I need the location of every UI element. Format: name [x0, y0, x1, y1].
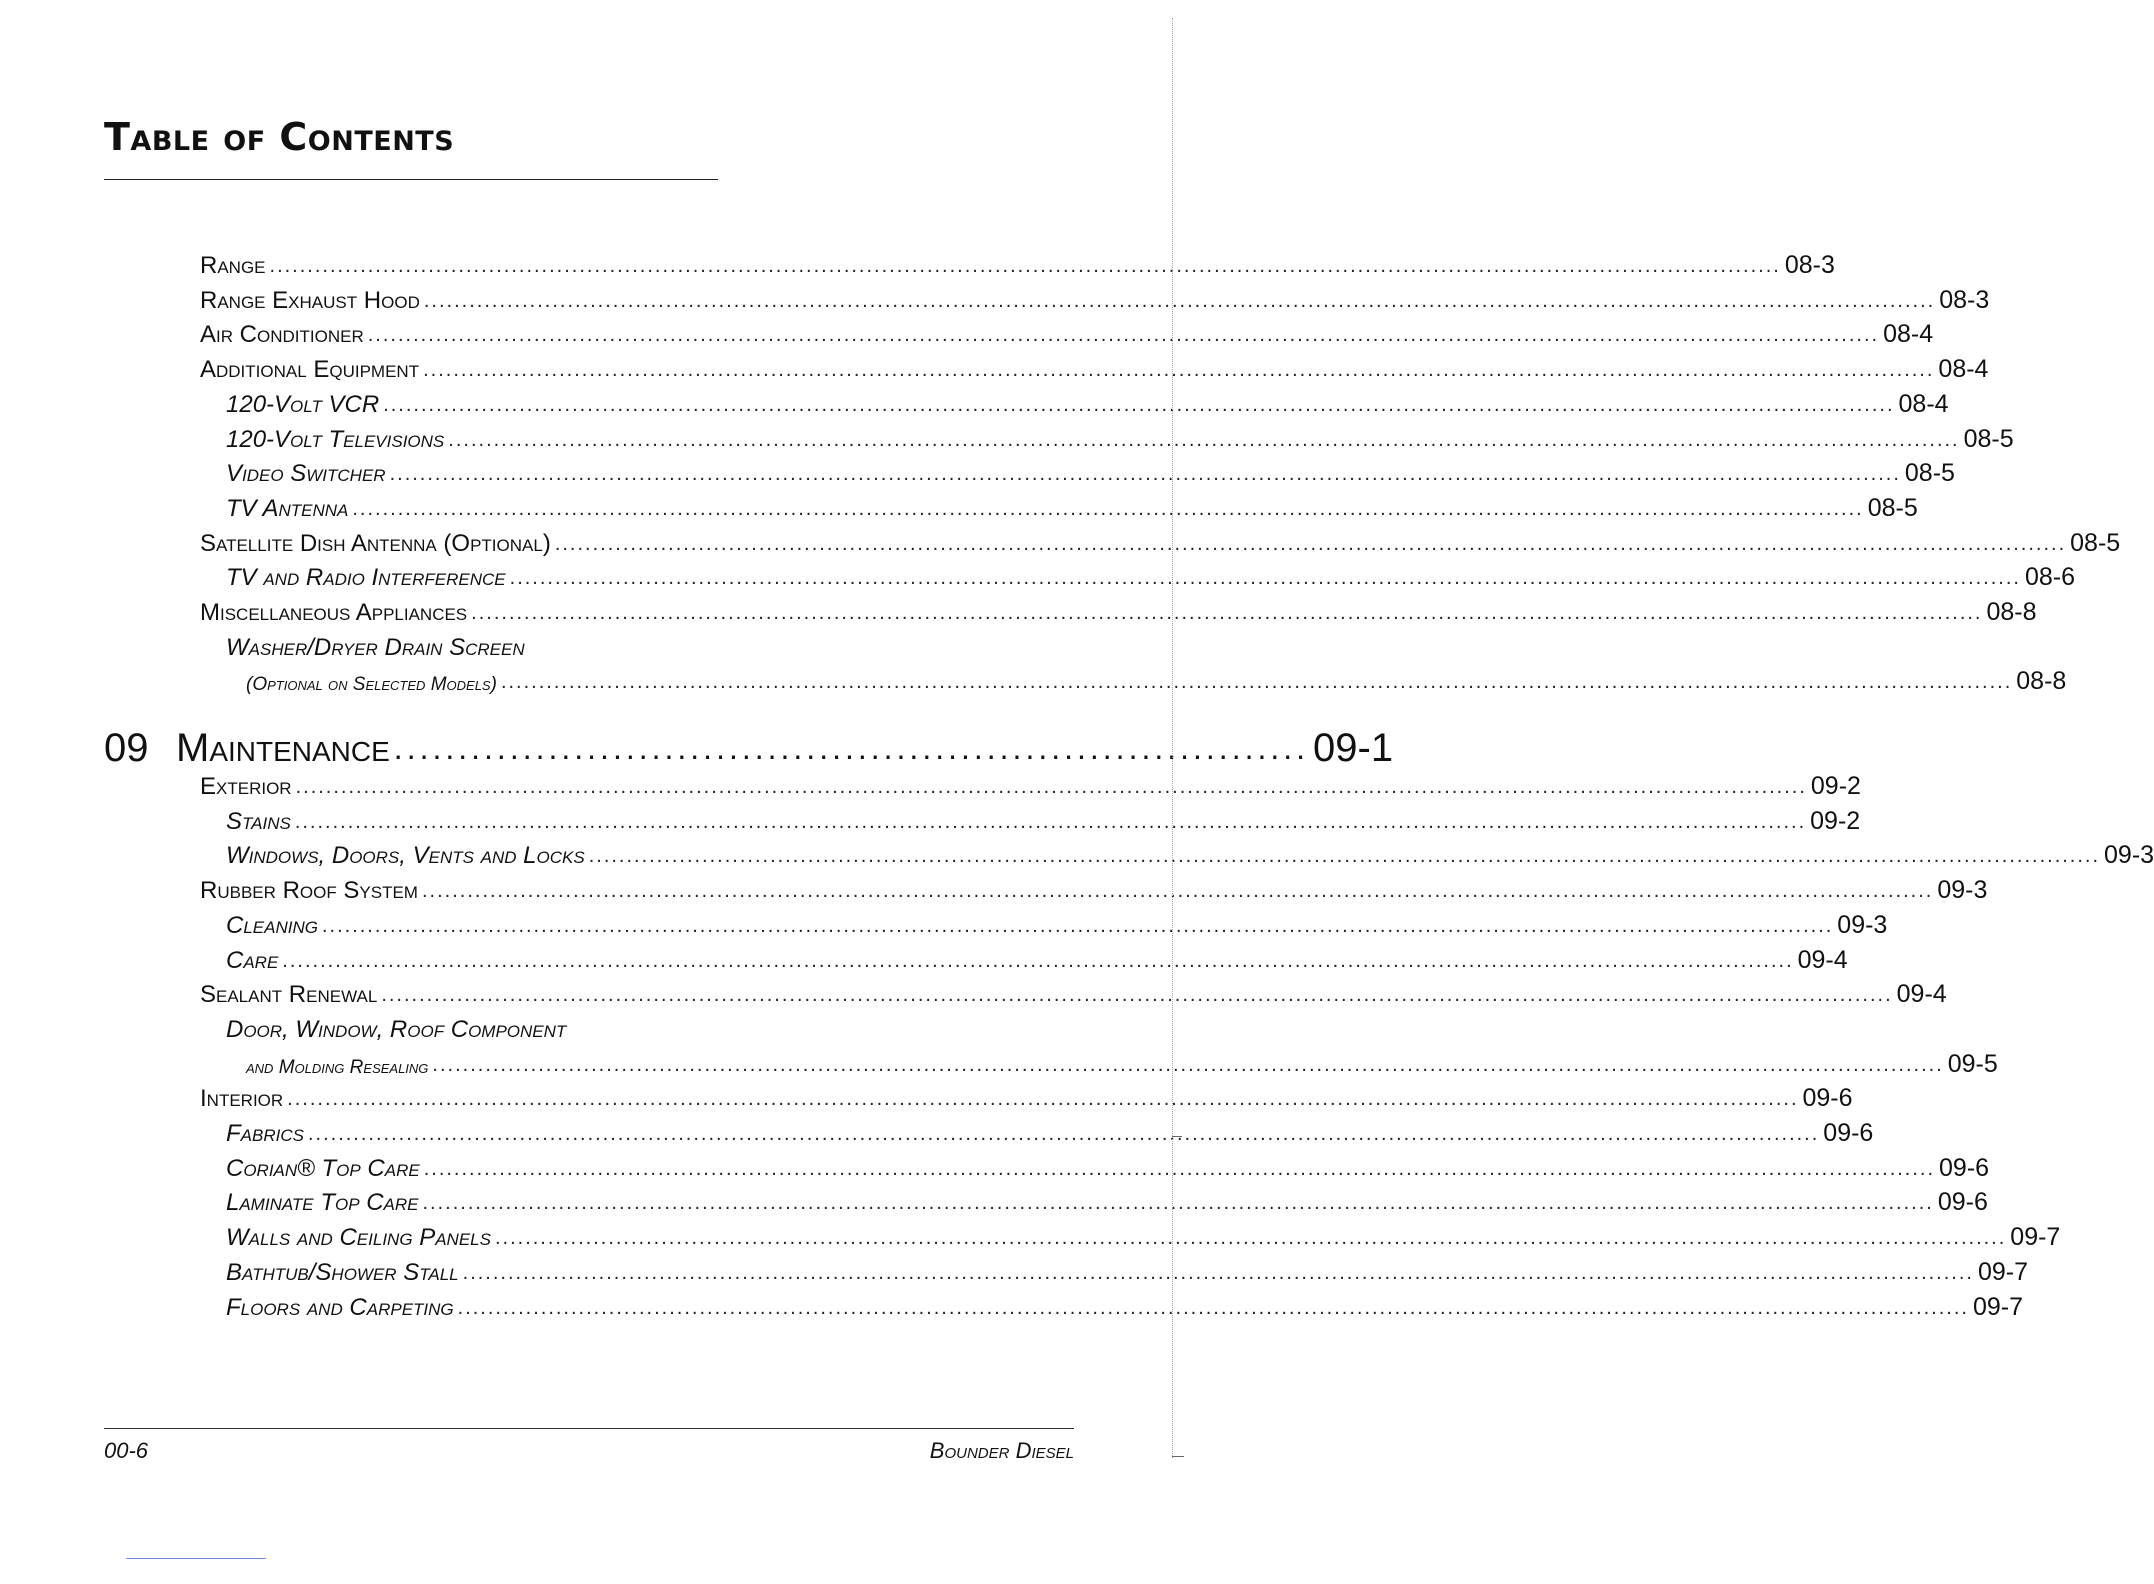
- toc-entry-page: 09-6: [1939, 1153, 1990, 1182]
- dot-leader: ........................................................................................................................................................................................................: [462, 1261, 1974, 1284]
- dot-leader: ........................................................................................................................................................................................................: [383, 393, 1895, 416]
- toc-entry-label: Interior: [200, 1085, 284, 1113]
- dot-leader: ........................................................................................................................................................................................................: [432, 1053, 1944, 1076]
- toc-entry-label: Walls and Ceiling Panels: [226, 1224, 491, 1252]
- toc-entry-page: 09-3: [1837, 910, 1888, 939]
- toc-entry-page: 09-3: [2104, 841, 2154, 870]
- toc-entry-label: Miscellaneous Appliances: [200, 599, 468, 626]
- toc-entry[interactable]: [226, 487, 1918, 522]
- dot-leader: ........................................................................................................................................................................................................: [448, 428, 1960, 451]
- toc-entry-label: TV Antenna: [226, 494, 349, 522]
- dot-leader: ........................................................................................................................................................................................................: [423, 359, 1935, 382]
- toc-entry-label: (Optional on Selected Models): [246, 674, 497, 696]
- section-number: 09: [104, 726, 149, 770]
- toc-entry[interactable]: [200, 591, 2037, 626]
- toc-entry-page: 09-7: [1977, 1257, 2029, 1286]
- toc-entry[interactable]: [226, 383, 1949, 418]
- toc-entry-label: Sealant Renewal: [200, 981, 378, 1009]
- toc-entry-label: Fabrics: [226, 1120, 304, 1147]
- toc-entry[interactable]: [200, 869, 1988, 905]
- dot-leader: ........................................................................................................................................................................................................: [421, 880, 1934, 903]
- dot-leader: .......................................................................: [393, 730, 1310, 766]
- section-heading[interactable]: [104, 718, 1394, 770]
- dot-leader: ........................................................................................................................................................................................................: [389, 463, 1901, 486]
- page-title: Table of Contents: [104, 115, 455, 159]
- toc-entry[interactable]: [226, 800, 1861, 835]
- toc-entry-page: 08-5: [1867, 493, 1918, 522]
- dot-leader: ........................................................................................................................................................................................................: [367, 324, 1880, 347]
- dot-leader: ........................................................................................................................................................................................................: [423, 1157, 1936, 1180]
- toc-entry-label: Care: [226, 946, 279, 974]
- footer-page-number: 00-6: [104, 1438, 149, 1463]
- toc-entry-page: 09-4: [1896, 980, 1947, 1009]
- toc-entry-page: 08-4: [1883, 320, 1934, 349]
- toc-entry[interactable]: [226, 1286, 2024, 1321]
- toc-entry-label: Door, Window, Roof Component: [226, 1015, 567, 1043]
- toc-entry-page: 09-7: [2010, 1223, 2061, 1252]
- toc-entry-page: 09-6: [1937, 1188, 1988, 1217]
- toc-entry-page: 08-4: [1938, 355, 1989, 384]
- dot-leader: ........................................................................................................................................................................................................: [457, 1296, 1969, 1319]
- toc-entry-label: Satellite Dish Antenna (Optional): [200, 529, 551, 557]
- toc-entry[interactable]: [226, 1008, 856, 1042]
- dot-leader: ........................................................................................................................................................................................................: [269, 255, 1781, 277]
- toc-entry-page: 08-8: [2016, 667, 2067, 696]
- toc-entry[interactable]: [226, 904, 1888, 939]
- toc-entry-page: 09-3: [1937, 876, 1988, 905]
- toc-entry-page: 09-6: [1823, 1119, 1874, 1147]
- toc-entry-label: 120-Volt VCR: [226, 390, 380, 418]
- toc-entry-label: Air Conditioner: [200, 321, 364, 349]
- toc-entry-page: 08-6: [2024, 563, 2076, 592]
- toc-entry[interactable]: [226, 452, 1955, 488]
- dot-leader: ........................................................................................................................................................................................................: [321, 914, 1834, 937]
- toc-entry-label: 120-Volt Televisions: [226, 425, 445, 453]
- toc-entry[interactable]: [226, 556, 2076, 592]
- toc-entry-label: Laminate Top Care: [226, 1189, 419, 1217]
- toc-entry-page: 09-7: [1972, 1292, 2024, 1321]
- toc-entry[interactable]: [200, 765, 1861, 800]
- toc-entry-label: Corian® Top Care: [226, 1154, 420, 1182]
- dot-leader: ........................................................................................................................................................................................................: [500, 671, 2013, 694]
- toc-entry-page: 08-3: [1939, 285, 1990, 314]
- toc-entry[interactable]: [226, 1216, 2061, 1252]
- toc-entry-label: Range: [200, 252, 266, 279]
- footer-rule: [104, 1428, 1074, 1429]
- toc-entry-page: 09-4: [1797, 945, 1848, 974]
- scan-mark: [126, 1558, 266, 1559]
- toc-entry[interactable]: [226, 626, 856, 660]
- toc-entry-page: 08-5: [1904, 459, 1955, 488]
- toc-entry-label: Video Switcher: [226, 460, 386, 488]
- toc-entry[interactable]: [200, 279, 1990, 314]
- toc-entry-label: Exterior: [200, 773, 292, 800]
- toc-entry[interactable]: [200, 973, 1947, 1009]
- toc-entry[interactable]: [200, 1077, 1853, 1113]
- toc-entry-page: 08-5: [2070, 528, 2121, 557]
- toc-entry-label: Range Exhaust Hood: [200, 286, 420, 314]
- section-label: Maintenance: [176, 726, 390, 770]
- dot-leader: ........................................................................................................................................................................................................: [509, 567, 2021, 590]
- toc-entry[interactable]: [246, 1043, 1998, 1078]
- scan-edge-tick: [1172, 1136, 1182, 1137]
- toc-entry-label: Windows, Doors, Vents and Locks: [226, 842, 585, 870]
- dot-leader: ........................................................................................................................................................................................................: [471, 602, 1983, 624]
- toc-entry[interactable]: [200, 244, 1835, 279]
- scan-edge-tick: [1172, 1456, 1184, 1457]
- dot-leader: ........................................................................................................................................................................................................: [307, 1123, 1820, 1145]
- toc-entry[interactable]: [246, 660, 2067, 696]
- toc-entry-label: Cleaning: [226, 911, 318, 939]
- toc-entry[interactable]: [226, 1251, 2029, 1286]
- dot-leader: ........................................................................................................................................................................................................: [381, 984, 1893, 1007]
- toc-entry[interactable]: [200, 348, 1989, 384]
- toc-entry-page: 08-8: [1986, 598, 2037, 626]
- toc-entry-label: Additional Equipment: [200, 356, 420, 384]
- toc-entry-label: TV and Radio Interference: [226, 564, 506, 592]
- toc-entry-page: 09-5: [1947, 1049, 1998, 1078]
- toc-entry-label: Stains: [226, 807, 291, 835]
- toc-entry-label: Washer/Dryer Drain Screen: [226, 633, 525, 661]
- toc-entry[interactable]: [226, 1147, 1990, 1182]
- toc-entry-page: 08-3: [1784, 251, 1835, 279]
- toc-entry[interactable]: [226, 939, 1848, 974]
- toc-entry-label: and Molding Resealing: [246, 1056, 429, 1078]
- dot-leader: ........................................................................................................................................................................................................: [422, 1192, 1934, 1215]
- toc-entry[interactable]: [226, 418, 2014, 453]
- toc-entry-page: 09-2: [1810, 772, 1861, 800]
- toc-entry[interactable]: [226, 834, 2154, 870]
- toc-entry[interactable]: [200, 313, 1934, 349]
- title-rule: [104, 179, 718, 180]
- toc-entry-page: 09-2: [1810, 806, 1861, 835]
- dot-leader: ........................................................................................................................................................................................................: [282, 949, 1794, 972]
- dot-leader: ........................................................................................................................................................................................................: [554, 532, 2067, 555]
- toc-entry-label: Bathtub/Shower Stall: [226, 1258, 459, 1286]
- footer-book-title: Bounder Diesel: [929, 1438, 1074, 1463]
- toc-entry-page: 09-6: [1802, 1084, 1853, 1113]
- toc-entry[interactable]: [226, 1181, 1988, 1217]
- dot-leader: ........................................................................................................................................................................................................: [423, 289, 1936, 312]
- toc-entry-page: 08-4: [1898, 389, 1949, 418]
- toc-entry-label: Floors and Carpeting: [226, 1293, 454, 1321]
- dot-leader: ........................................................................................................................................................................................................: [294, 810, 1807, 833]
- section-page: 09-1: [1313, 726, 1394, 770]
- toc-entry[interactable]: [226, 1112, 1874, 1147]
- scan-edge-line: [1172, 18, 1173, 1458]
- toc-entry-label: Rubber Roof System: [200, 877, 418, 905]
- dot-leader: ........................................................................................................................................................................................................: [494, 1227, 2007, 1250]
- dot-leader: ........................................................................................................................................................................................................: [287, 1088, 1799, 1111]
- dot-leader: ........................................................................................................................................................................................................: [295, 776, 1807, 798]
- dot-leader: ........................................................................................................................................................................................................: [588, 845, 2101, 868]
- toc-entry-page: 08-5: [1963, 424, 2014, 453]
- toc-entry[interactable]: [200, 522, 2121, 557]
- dot-leader: ........................................................................................................................................................................................................: [352, 497, 1864, 520]
